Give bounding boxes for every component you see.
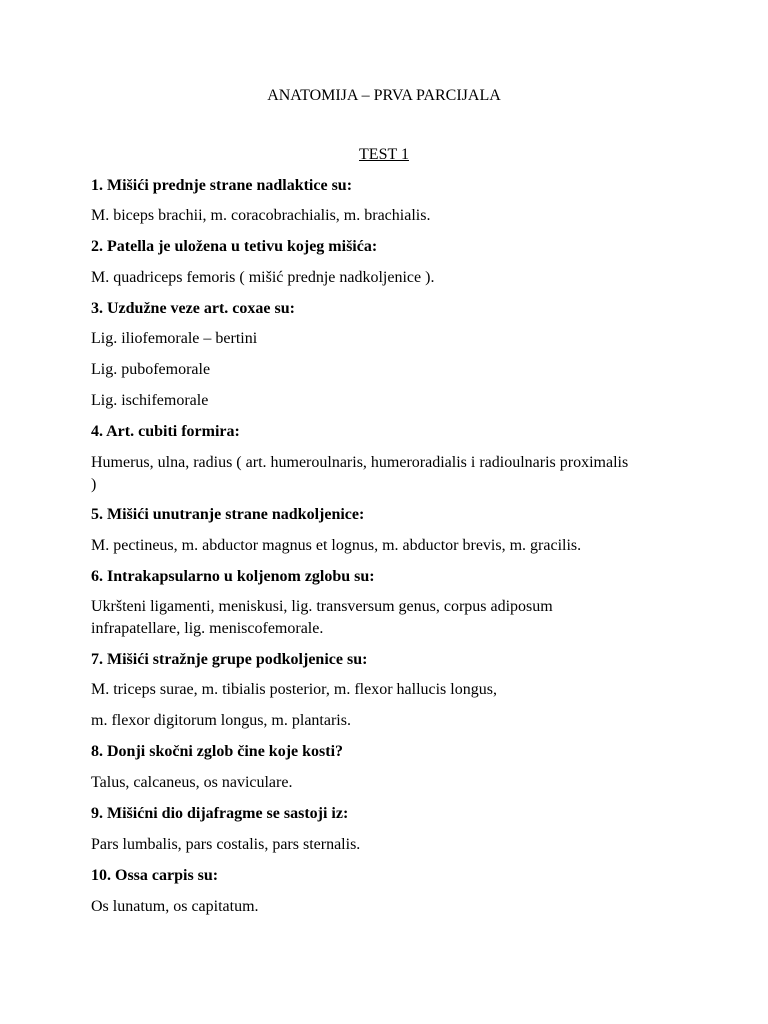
answer-5: M. pectineus, m. abductor magnus et lognus, m. abductor brevis, m. gracilis.: [91, 537, 582, 554]
answer-1: M. biceps brachii, m. coracobrachialis, m. brachialis.: [91, 207, 431, 224]
answer-4: Humerus, ulna, radius ( art. humeroulnaris, humeroradialis i radioulnaris proximalis ): [91, 454, 629, 493]
test-label: TEST 1: [359, 146, 409, 163]
answer-2: M. quadriceps femoris ( mišić prednje nadkoljenice ).: [91, 269, 435, 286]
answer-3-line-1: Lig. iliofemorale – bertini: [91, 330, 258, 347]
question-6: 6. Intrakapsularno u koljenom zglobu su:: [91, 568, 375, 585]
question-8: 8. Donji skočni zglob čine koje kosti?: [91, 743, 344, 760]
question-5: 5. Mišići unutranje strane nadkoljenice:: [91, 506, 365, 523]
answer-10: Os lunatum, os capitatum.: [91, 898, 259, 915]
answer-9: Pars lumbalis, pars costalis, pars sternalis.: [91, 836, 361, 853]
answer-8: Talus, calcaneus, os naviculare.: [91, 774, 293, 791]
question-3: 3. Uzdužne veze art. coxae su:: [91, 300, 295, 317]
answer-7-line-2: m. flexor digitorum longus, m. plantaris.: [91, 712, 351, 729]
answer-6: Ukršteni ligamenti, meniskusi, lig. transversum genus, corpus adiposum infrapatellare, lig. meniscofemorale.: [91, 598, 553, 637]
answer-7-line-1: M. triceps surae, m. tibialis posterior, m. flexor hallucis longus,: [91, 681, 497, 698]
answer-3-line-3: Lig. ischifemorale: [91, 392, 209, 409]
question-4: 4. Art. cubiti formira:: [91, 423, 240, 440]
question-10: 10. Ossa carpis su:: [91, 867, 219, 884]
document-title: ANATOMIJA – PRVA PARCIJALA: [267, 87, 501, 104]
question-7: 7. Mišići stražnje grupe podkoljenice su:: [91, 651, 368, 668]
answer-3-line-2: Lig. pubofemorale: [91, 361, 211, 378]
question-9: 9. Mišićni dio dijafragme se sastoji iz:: [91, 805, 349, 822]
question-1: 1. Mišići prednje strane nadlaktice su:: [91, 177, 353, 194]
question-2: 2. Patella je uložena u tetivu kojeg mišića:: [91, 238, 378, 255]
